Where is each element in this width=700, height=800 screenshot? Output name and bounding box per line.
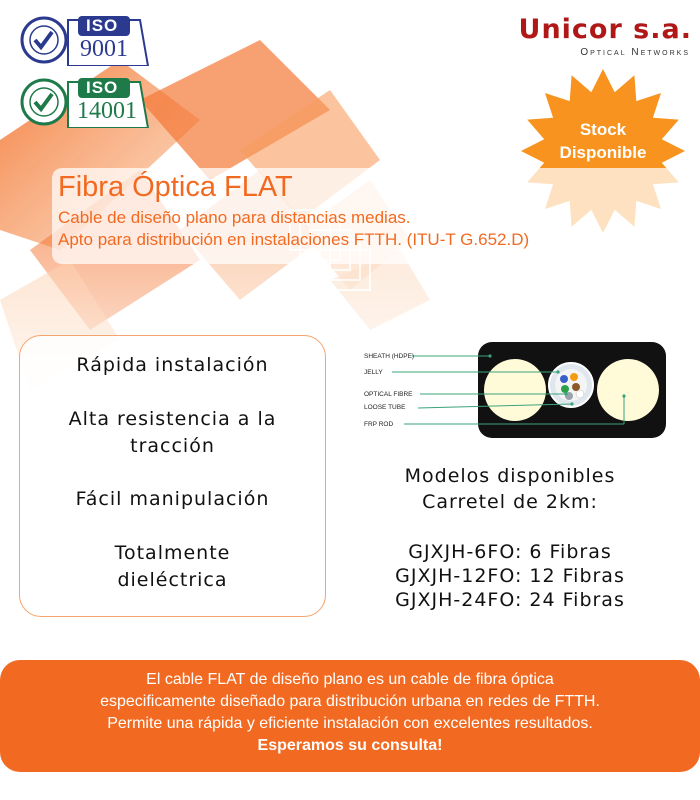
cable-cross-section-diagram (360, 338, 670, 440)
feature-line: Fácil manipulación (75, 488, 270, 510)
footer-text-line1: El cable FLAT de diseño plano es un cable de fibra óptica (146, 671, 554, 688)
product-description-line1: Cable de diseño plano para distancias medias. (58, 208, 411, 227)
model-item: GJXJH-12FO: 12 Fibras (395, 565, 625, 587)
diagram-label-optical-fibre: OPTICAL FIBRE (364, 391, 413, 398)
footer-band (0, 660, 700, 772)
optical-fibre (576, 390, 584, 398)
footer-text-line2: especificamente diseñado para distribución urbana en redes de FTTH. (100, 693, 600, 710)
diagram-label-sheath: SHEATH (HDPE) (364, 353, 415, 360)
feature-line: Rápida instalación (76, 354, 269, 376)
feature-line: tracción (130, 435, 215, 457)
model-item: GJXJH-24FO: 24 Fibras (395, 589, 625, 611)
feature-fast-install (19, 352, 326, 379)
product-description-line2: Apto para distribución en instalaciones FTTH. (ITU-T G.652.D) (58, 230, 530, 249)
stock-line2: Disponible (559, 143, 647, 162)
footer-cta: Esperamos su consulta! (257, 737, 443, 754)
feature-line: Totalmente (114, 542, 231, 564)
optical-fibre (572, 383, 580, 391)
optical-fibre (570, 373, 578, 381)
stock-line1: Stock (579, 120, 627, 139)
feature-tensile-strength (19, 406, 326, 460)
frp-rod-left (484, 359, 546, 421)
model-item: GJXJH-6FO: 6 Fibras (408, 541, 612, 563)
feature-easy-handling (19, 486, 326, 513)
feature-line: Alta resistencia a la (68, 408, 277, 430)
models-heading-line1: Modelos disponibles (404, 465, 616, 487)
optical-fibre (560, 375, 568, 383)
frp-rod-right (597, 359, 659, 421)
stock-badge (518, 118, 688, 164)
diagram-label-frp-rod: FRP ROD (364, 421, 394, 428)
feature-line: dieléctrica (117, 569, 228, 591)
iso-9001-logo (20, 14, 150, 66)
brand-tagline: Optical Networks (580, 47, 690, 58)
footer-text-line3: Permite una rápida y eficiente instalación con excelentes resultados. (107, 715, 593, 732)
iso-14001-logo (20, 76, 150, 128)
models-heading-line2: Carretel de 2km: (422, 491, 598, 513)
optical-fibre (561, 385, 569, 393)
iso-14001-badge: ISO (86, 78, 119, 97)
iso-9001-badge: ISO (86, 16, 119, 35)
iso-14001-number: 14001 (77, 98, 137, 124)
feature-dielectric (19, 540, 326, 594)
product-title: Fibra Óptica FLAT (58, 171, 293, 203)
brand-name: Unicor s.a. (518, 14, 692, 45)
diagram-label-jelly: JELLY (364, 369, 383, 376)
diagram-label-loose-tube: LOOSE TUBE (364, 404, 406, 411)
iso-9001-number: 9001 (80, 36, 128, 62)
